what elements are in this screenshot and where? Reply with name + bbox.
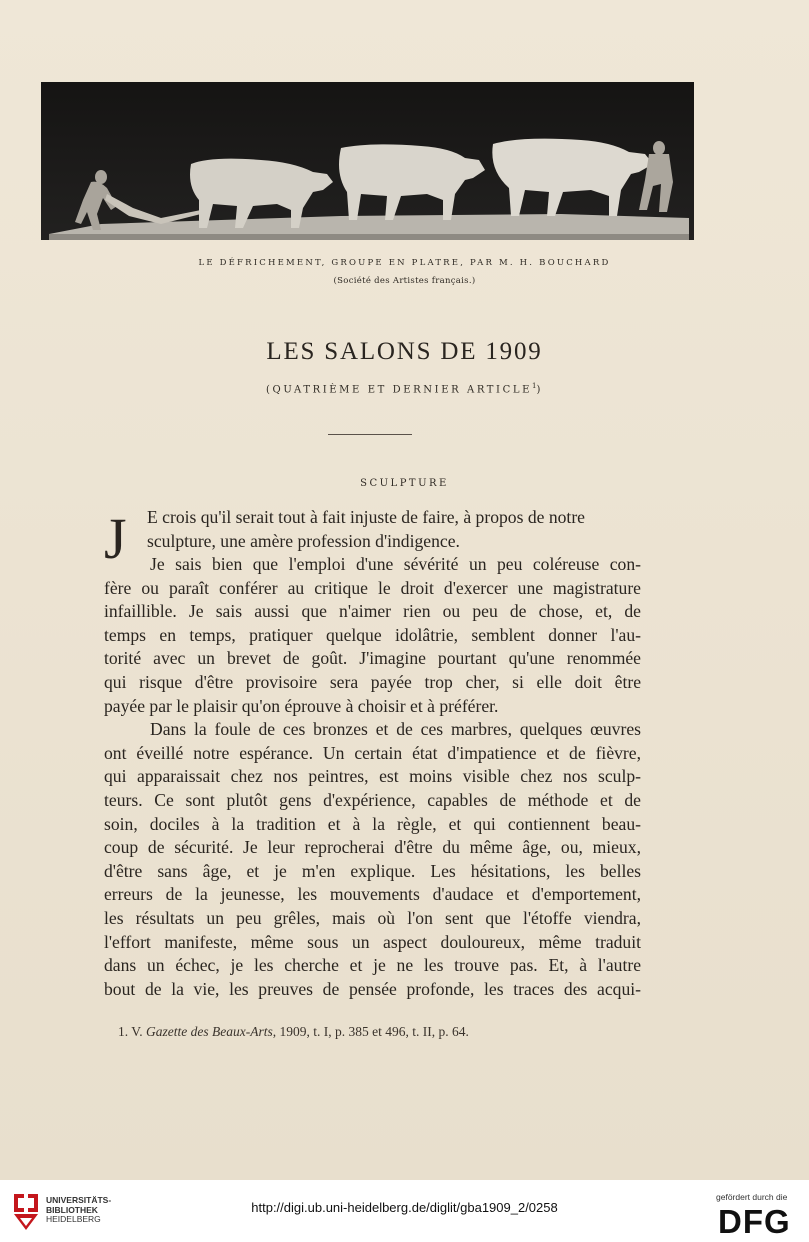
- body-line: E crois qu'il serait tout à fait injuste de faire, à propos de notre: [147, 507, 585, 527]
- section-heading: SCULPTURE: [360, 478, 449, 489]
- divider-rule: [328, 434, 412, 435]
- drop-cap: J: [104, 506, 127, 571]
- dfg-logo[interactable]: DFG: [718, 1203, 791, 1240]
- body-line: ont éveillé notre espérance. Un certain état d'impatience et de fièvre,: [104, 742, 641, 763]
- footnote-prefix: 1. V.: [118, 1024, 147, 1039]
- body-line: payée par le plaisir qu'on éprouve à choisir et à préférer.: [104, 695, 499, 716]
- body-line: infaillible. Je sais aussi que n'aimer rien ou peu de chose, et, de: [104, 601, 641, 622]
- body-line: les résultats un peu grêles, mais où l'on sent que l'étoffe viendra,: [104, 907, 641, 928]
- body-line: Je sais bien que l'emploi d'une sévérité un peu coléreuse con-: [150, 554, 641, 574]
- body-line: dans un échec, je les cherche et je ne les trouve pas. Et, à l'autre: [104, 955, 641, 976]
- article-title: LES SALONS DE 1909: [266, 338, 543, 365]
- library-line: BIBLIOTHEK: [46, 1204, 98, 1215]
- library-line: UNIVERSITÄTS-: [46, 1195, 112, 1205]
- body-line: teurs. Ce sont plutôt gens d'expérience, capables de méthode et de: [104, 789, 641, 810]
- body-line: bout de la vie, les preuves de pensée profonde, les traces des acqui-: [104, 978, 641, 999]
- body-line: l'effort manifeste, même sous un aspect douloureux, même traduit: [104, 931, 641, 952]
- body-line: Dans la foule de ces bronzes et de ces marbres, quelques œuvres: [150, 719, 641, 740]
- body-line: erreurs de la jeunesse, les mouvements d'audace et d'emportement,: [104, 884, 641, 905]
- body-line: fère ou paraît conférer au critique le droit d'exercer une magistrature: [104, 577, 641, 598]
- body-line: coup de sécurité. Je leur reprocherai d'être du même âge, ou, mieux,: [104, 837, 641, 858]
- body-text: [104, 553, 641, 1001]
- body-line: qui risque d'être provisoire sera payée trop cher, si elle doit être: [104, 671, 641, 692]
- permalink-url[interactable]: http://digi.ub.uni-heidelberg.de/diglit/gba1909_2/0258: [251, 1200, 558, 1215]
- subtitle-close: ): [536, 384, 543, 396]
- funding-label: gefördert durch die: [716, 1192, 788, 1202]
- library-line: HEIDELBERG: [46, 1214, 101, 1224]
- body-line: sculpture, une amère profession d'indigence.: [147, 530, 460, 551]
- body-line: soin, dociles à la tradition et à la règle, et qui contiennent beau-: [104, 813, 641, 834]
- footnote-ref: 1: [531, 382, 537, 390]
- body-line: qui apparaissait chez nos peintres, est moins visible chez nos sculp-: [104, 766, 641, 787]
- opening-lines: [147, 506, 641, 553]
- article-subtitle: [0, 382, 809, 395]
- body-line: torité avec un brevet de goût. J'imagine pourtant qu'une renommée: [104, 648, 641, 669]
- footnote-journal: Gazette des Beaux-Arts: [146, 1024, 273, 1039]
- plate-caption: LE DÉFRICHEMENT, GROUPE EN PLATRE, PAR M. H. BOUCHARD: [198, 258, 611, 268]
- subtitle-text: (QUATRIÈME ET DERNIER ARTICLE: [266, 384, 532, 396]
- body-line: d'être sans âge, et je m'en explique. Les hésitations, les belles: [104, 860, 641, 881]
- body-line: temps en temps, pratiquer quelque idolâtrie, semblent donner l'au-: [104, 624, 641, 645]
- sculpture-photograph: [41, 82, 694, 240]
- plate-caption-credit: (Société des Artistes français.): [333, 276, 476, 286]
- footnote: [118, 1024, 469, 1040]
- footnote-rest: , 1909, t. I, p. 385 et 496, t. II, p. 64.: [272, 1024, 469, 1039]
